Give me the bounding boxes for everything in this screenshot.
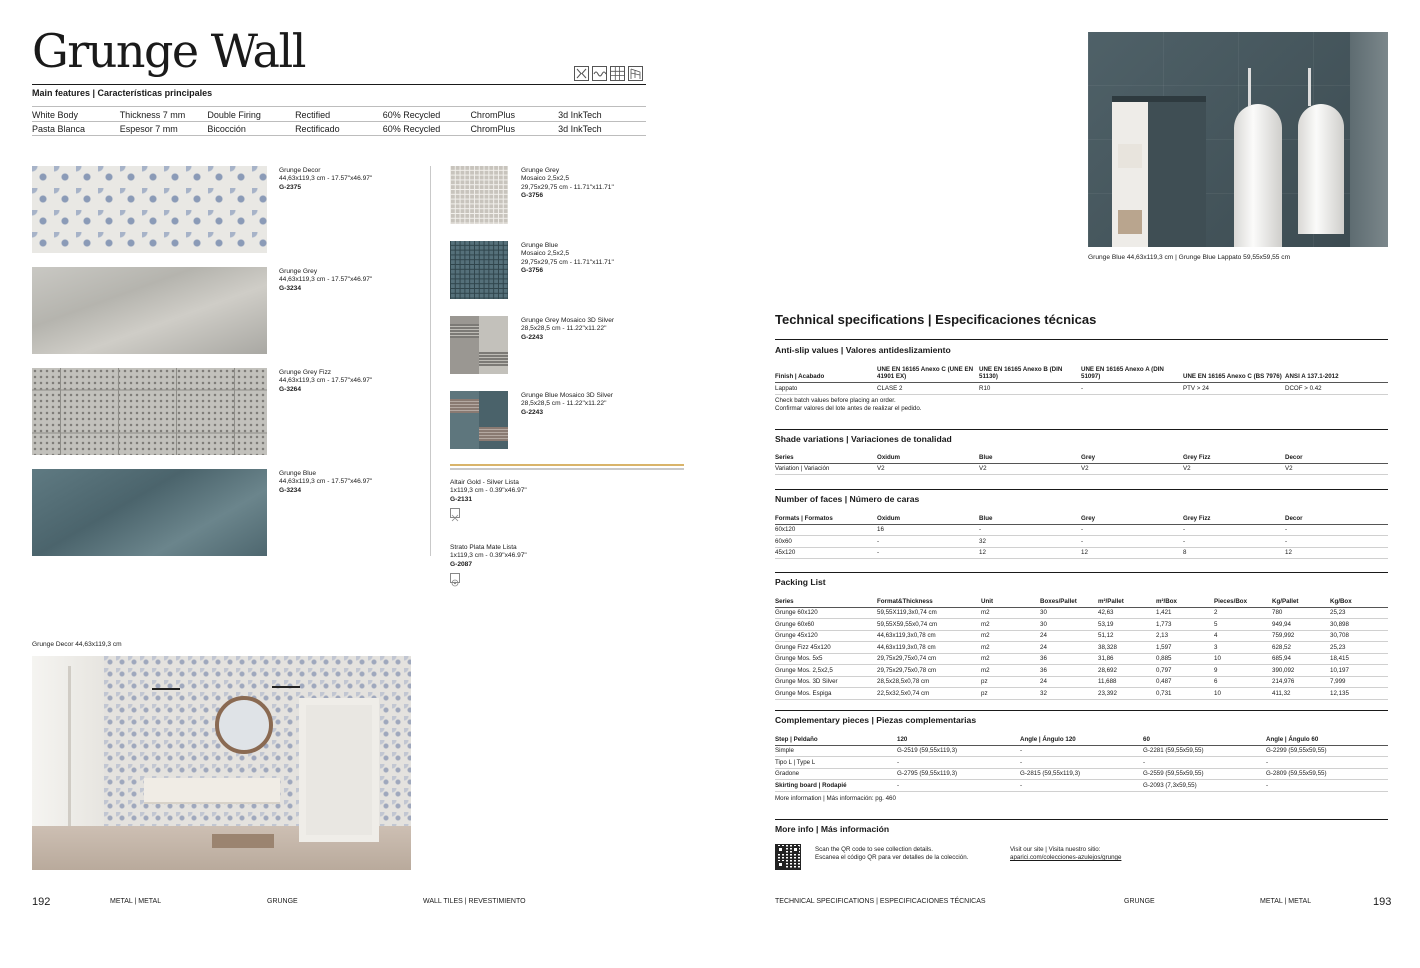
table-cell: CLASE 2 [877,384,903,392]
table-cell: - [1081,526,1084,534]
table-header: Grey Fizz [1183,514,1211,522]
table-cell: 12 [1081,549,1088,557]
table-cell: - [1285,526,1288,534]
feature-item: White Body [32,110,79,120]
table-cell: 0,797 [1156,666,1172,674]
mosaic-name: Grunge Blue Mosaico 3D Silver [521,392,613,399]
table-cell: 5 [1214,620,1218,628]
table-header: UNE EN 16165 Anexo B (DIN 51130) [979,366,1063,380]
section-rule [775,819,1388,820]
table-cell: 45x120 [775,549,796,557]
table-cell: 38,328 [1098,643,1117,651]
table-cell: 685,94 [1272,655,1291,663]
table-cell: 29,75x29,75x0,78 cm [877,666,937,674]
moreinfo-title: More info | Más información [775,824,890,834]
table-cell: Variation | Variación [775,465,830,473]
table-row [775,677,1388,689]
lista-silver-bar [450,468,684,470]
table-cell: 9 [1214,666,1218,674]
mosaic-sub: Mosaico 2,5x2,5 [521,175,570,183]
feature-item: Pasta Blanca [32,124,86,134]
table-row [775,642,1388,654]
packing-table [775,596,1388,700]
lista-name: Altair Gold - Silver Lista [450,479,519,486]
table-cell: m2 [981,609,990,617]
mosaic-size: 28,5x28,5 cm - 11.22"x11.22" [521,325,607,333]
complementary-note: More information | Más información: pg. 460 [775,795,896,802]
table-header: m²/Box [1156,597,1177,605]
table-row [775,757,1388,769]
table-cell: 60x120 [775,526,796,534]
page-title: Grunge Wall [32,24,305,78]
table-header: Kg/Pallet [1272,597,1299,605]
footer-item: TECHNICAL SPECIFICATIONS | ESPECIFICACIONES TÉCNICAS [775,898,986,905]
table-cell: Simple [775,747,794,755]
table-cell: 949,94 [1272,620,1291,628]
table-cell: 30,708 [1330,632,1349,640]
mosaic-caption [521,167,614,201]
site-link[interactable]: aparici.com/colecciones-azulejos/grunge [1010,854,1122,861]
tile-caption [279,369,372,394]
lista-caption [450,479,527,504]
table-cell: 7,999 [1330,678,1346,686]
table-header: Grey Fizz [1183,453,1211,461]
table-header: Angle | Ángulo 60 [1266,735,1319,743]
feature-item: Bicocción [207,124,246,134]
table-cell: V2 [877,465,885,473]
table-cell: 628,52 [1272,643,1291,651]
table-cell: 29,75x29,75x0,74 cm [877,655,937,663]
table-cell: 10,197 [1330,666,1349,674]
table-cell: 23,392 [1098,689,1117,697]
table-cell: 24 [1040,643,1047,651]
feature-icons [574,66,643,81]
table-cell: 12 [1285,549,1292,557]
site-info [1010,846,1121,862]
table-header: Format&Thickness [877,597,933,605]
table-header: ANSI A 137.1-2012 [1285,373,1339,380]
tile-code: G-3264 [279,385,301,393]
features-rule [32,106,646,107]
complementary-title: Complementary pieces | Piezas complementarias [775,715,977,725]
antislip-table [775,365,1388,395]
target-icon [450,573,460,583]
table-cell: 1,597 [1156,643,1172,651]
table-header: Blue [979,514,993,522]
page-number-left: 192 [32,896,51,908]
tile-name: Grunge Decor [279,167,321,174]
table-cell: - [1285,537,1288,545]
table-cell: 12,135 [1330,689,1349,697]
section-rule [775,489,1388,490]
table-cell: G-2795 (59,55x119,3) [897,770,958,778]
table-cell: G-2093 (7,3x59,55) [1143,781,1197,789]
wave-icon [592,66,607,81]
note-line: Check batch values before placing an order. [775,397,896,404]
table-cell: - [877,549,880,557]
mosaic-caption [521,317,614,342]
faces-table [775,513,1388,559]
table-cell: 31,86 [1098,655,1114,663]
table-cell: 16 [877,526,884,534]
tile-name: Grunge Grey Fizz [279,369,332,376]
feature-item: Rectified [295,110,331,120]
table-cell: 36 [1040,655,1047,663]
table-row [775,631,1388,643]
table-header: 120 [897,735,908,743]
lista-size: 1x119,3 cm - 0.39"x46.97" [450,552,527,560]
table-cell: - [1081,537,1084,545]
feature-item: 3d InkTech [558,124,602,134]
tile-code: G-2375 [279,183,301,191]
lista-code: G-2087 [450,560,472,568]
rectified-icon [450,508,460,518]
packing-title: Packing List [775,577,826,587]
table-header: Step | Peldaño [775,735,818,743]
table-header: Angle | Ángulo 120 [1020,735,1076,743]
table-header: Unit [981,597,994,605]
table-cell: 11,688 [1098,678,1117,686]
table-cell: pz [981,689,988,697]
table-cell: m2 [981,632,990,640]
table-cell: 8 [1183,549,1187,557]
table-cell: 28,692 [1098,666,1117,674]
tile-code: G-3234 [279,284,301,292]
features-row-en [32,110,646,120]
table-header: Series [775,453,794,461]
table-cell: - [1020,758,1023,766]
table-row [775,769,1388,781]
table-cell: G-2815 (59,55x119,3) [1020,770,1081,778]
table-cell: G-2809 (59,55x59,55) [1266,770,1327,778]
table-cell: 25,23 [1330,643,1346,651]
table-cell: 390,092 [1272,666,1295,674]
table-cell: 32 [1040,689,1047,697]
table-cell: - [1143,758,1146,766]
table-cell: 18,415 [1330,655,1349,663]
table-row [775,464,1388,476]
table-cell: 10 [1214,689,1221,697]
table-cell: 0,885 [1156,655,1172,663]
table-cell: R10 [979,384,991,392]
features-heading: Main features | Características principales [32,88,213,98]
table-cell: - [1081,384,1084,392]
tile-size: 44,63x119,3 cm - 17.57"x46.97" [279,478,373,486]
table-header: Series [775,597,794,605]
feature-item: Espesor 7 mm [119,124,178,134]
tile-name: Grunge Blue [279,470,317,477]
grid-icon [610,66,625,81]
table-cell: 25,23 [1330,609,1346,617]
footer-item: METAL | METAL [1260,898,1312,905]
mosaic-grunge-blue-3d [450,391,508,449]
feature-item: Rectificado [295,124,340,134]
table-cell: 22,5x32,5x0,74 cm [877,689,930,697]
table-cell: 2,13 [1156,632,1169,640]
table-row [775,536,1388,548]
table-cell: G-2559 (59,55x59,55) [1143,770,1204,778]
feature-item: ChromPlus [470,110,515,120]
qr-code-icon[interactable] [775,844,801,870]
table-cell: - [1266,758,1269,766]
table-cell: 36 [1040,666,1047,674]
table-header: Pieces/Box [1214,597,1248,605]
table-cell: Grunge Mos. 5x5 [775,655,823,663]
table-cell: G-2281 (59,55x59,55) [1143,747,1204,755]
table-header: Finish | Acabado [775,373,825,380]
wall-icon [628,66,643,81]
features-bottom-rule [32,135,646,136]
ambience-photo-bathroom [32,656,411,870]
lista-gold-bar [450,464,684,466]
table-header: UNE EN 16165 Anexo A (DIN 51097) [1081,366,1164,380]
table-header: Oxidum [877,453,901,461]
table-row [775,619,1388,631]
lista-name: Strato Plata Mate Lista [450,544,517,551]
table-cell: G-2299 (59,55x59,55) [1266,747,1327,755]
mosaic-name: Grunge Grey [521,167,560,174]
tile-grunge-decor [32,166,267,253]
table-header: Kg/Box [1330,597,1352,605]
table-cell: Grunge 60x60 [775,620,815,628]
tile-code: G-3234 [279,486,301,494]
table-cell: 53,19 [1098,620,1114,628]
table-cell: 1,773 [1156,620,1172,628]
table-header-row [775,513,1388,525]
tech-specs-title: Technical specifications | Especificaciones técnicas [775,312,1097,327]
note-line: Scan the QR code to see collection details. [815,846,933,853]
mosaic-caption [521,392,613,417]
tile-grunge-grey [32,267,267,354]
table-cell: pz [981,678,988,686]
mosaic-sub: Mosaico 2,5x2,5 [521,250,570,258]
tile-size: 44,63x119,3 cm - 17.57"x46.97" [279,175,373,183]
lista-code: G-2131 [450,495,472,503]
feature-item: ChromPlus [470,124,515,134]
table-cell: 1,421 [1156,609,1172,617]
table-row [775,688,1388,700]
feature-item: Thickness 7 mm [119,110,186,120]
table-cell: Grunge 45x120 [775,632,818,640]
table-header-row [775,734,1388,746]
table-cell: 759,992 [1272,632,1295,640]
qr-instructions [815,846,968,862]
table-cell: Grunge Mos. 3D Silver [775,678,838,686]
mosaic-grunge-grey [450,166,508,224]
table-header: Oxidum [877,514,901,522]
note-line: Escanea el código QR para ver detalles de la colección. [815,854,969,861]
features-divider [32,121,646,122]
table-cell: 42,63 [1098,609,1114,617]
table-header: 60 [1143,735,1150,743]
table-cell: Lappato [775,384,798,392]
mosaic-grunge-grey-3d [450,316,508,374]
mosaic-code: G-2243 [521,333,543,341]
table-cell: m2 [981,620,990,628]
table-cell: 780 [1272,609,1283,617]
lista-size: 1x119,3 cm - 0.39"x46.97" [450,487,527,495]
table-row [775,746,1388,758]
table-cell: - [1183,537,1186,545]
tile-size: 44,63x119,3 cm - 17.57"x46.97" [279,276,373,284]
mosaic-name: Grunge Grey Mosaico 3D Silver [521,317,615,324]
table-cell: G-2519 (59,55x119,3) [897,747,958,755]
column-divider [430,166,431,556]
table-cell: 3 [1214,643,1218,651]
table-cell: 30,898 [1330,620,1349,628]
mosaic-code: G-2243 [521,408,543,416]
table-cell: - [1020,747,1023,755]
note-line: Visit our site | Visita nuestro sitio: [1010,846,1101,853]
note-line: Confirmar valores del lote antes de realizar el pedido. [775,405,922,412]
table-cell: PTV > 24 [1183,384,1209,392]
feature-item: 3d InkTech [558,110,602,120]
table-row [775,548,1388,560]
table-cell: 10 [1214,655,1221,663]
table-header: UNE EN 16165 Anexo C (BS 7976) [1183,373,1282,380]
table-cell: 28,5x28,5x0,78 cm [877,678,930,686]
antislip-title: Anti-slip values | Valores antideslizamiento [775,345,951,355]
table-cell: m2 [981,666,990,674]
table-header: Blue [979,453,993,461]
table-cell: V2 [1285,465,1293,473]
table-cell: 0,487 [1156,678,1172,686]
footer-item: METAL | METAL [110,898,162,905]
tile-size: 44,63x119,3 cm - 17.57"x46.97" [279,377,373,385]
table-cell: 6 [1214,678,1218,686]
table-cell: 24 [1040,678,1047,686]
table-header-row [775,365,1388,383]
table-row [775,780,1388,792]
table-cell: - [979,526,982,534]
section-rule [775,339,1388,340]
table-cell: 60x60 [775,537,792,545]
features-row-es [32,124,646,134]
table-header: Grey [1081,514,1096,522]
tile-grunge-blue [32,469,267,556]
mosaic-code: G-3756 [521,192,543,200]
photo-caption: Grunge Blue 44,63x119,3 cm | Grunge Blue Lappato 59,55x59,55 cm [1088,254,1291,261]
table-cell: - [1266,781,1269,789]
table-cell: 2 [1214,609,1218,617]
table-cell: 12 [979,549,986,557]
table-cell: 32 [979,537,986,545]
page-number-right: 193 [1373,896,1392,908]
table-cell: 59,55X119,3x0,74 cm [877,609,937,617]
rectified-icon [574,66,589,81]
footer-item: GRUNGE [1124,898,1155,905]
table-header-row [775,452,1388,464]
table-header-row [775,596,1388,608]
table-cell: 411,32 [1272,689,1291,697]
antislip-note [775,397,922,413]
lista-caption [450,544,527,569]
feature-item: Double Firing [207,110,261,120]
section-rule [775,429,1388,430]
table-header: Boxes/Pallet [1040,597,1077,605]
tile-caption [279,470,372,495]
footer-item: GRUNGE [267,898,298,905]
feature-item: 60% Recycled [382,110,441,120]
shade-title: Shade variations | Variaciones de tonalidad [775,434,952,444]
faces-title: Number of faces | Número de caras [775,494,920,504]
tile-grunge-grey-fizz [32,368,267,455]
table-cell: 59,55X59,55x0,74 cm [877,620,938,628]
table-cell: Tipo L | Type L [775,758,816,766]
table-cell: 4 [1214,632,1218,640]
table-cell: - [897,758,900,766]
table-cell: Skirting board | Rodapié [775,781,847,789]
table-cell: 30 [1040,609,1047,617]
table-header: Decor [1285,514,1303,522]
table-row [775,383,1388,395]
feature-item: 60% Recycled [382,124,441,134]
table-cell: Grunge 60x120 [775,609,818,617]
table-cell: Grunge Mos. 2,5x2,5 [775,666,833,674]
tile-caption [279,167,372,192]
mosaic-size: 28,5x28,5 cm - 11.22"x11.22" [521,400,607,408]
title-rule [32,84,646,85]
table-header: m²/Pallet [1098,597,1124,605]
table-cell: - [877,537,880,545]
table-cell: V2 [1183,465,1191,473]
table-cell: V2 [979,465,987,473]
table-cell: 51,12 [1098,632,1114,640]
table-row [775,665,1388,677]
mosaic-size: 29,75x29,75 cm - 11.71"x11.71" [521,258,614,266]
mosaic-caption [521,242,614,276]
tile-name: Grunge Grey [279,268,318,275]
table-cell: - [1183,526,1186,534]
table-cell: Grunge Fizz 45x120 [775,643,831,651]
table-cell: - [1020,781,1023,789]
mosaic-name: Grunge Blue [521,242,559,249]
tile-caption [279,268,372,293]
table-cell: 30 [1040,620,1047,628]
table-cell: - [897,781,900,789]
table-cell: DCOF > 0.42 [1285,384,1322,392]
section-rule [775,572,1388,573]
ambience-photo-washbasin [1088,32,1388,247]
table-header: Grey [1081,453,1096,461]
footer-item: WALL TILES | REVESTIMIENTO [423,898,526,905]
table-cell: Gradone [775,770,800,778]
table-row [775,608,1388,620]
table-row [775,525,1388,537]
table-cell: m2 [981,655,990,663]
mosaic-size: 29,75x29,75 cm - 11.71"x11.71" [521,183,614,191]
table-cell: m2 [981,643,990,651]
table-cell: V2 [1081,465,1089,473]
table-header: Decor [1285,453,1303,461]
table-cell: 24 [1040,632,1047,640]
section-rule [775,710,1388,711]
table-cell: 0,731 [1156,689,1172,697]
shade-table [775,452,1388,475]
mosaic-grunge-blue [450,241,508,299]
table-cell: 214,976 [1272,678,1295,686]
table-header: UNE EN 16165 Anexo C (UNE EN 41901 EX) [877,366,974,380]
complementary-table [775,734,1388,792]
table-cell: Grunge Mos. Espiga [775,689,832,697]
photo-caption: Grunge Decor 44,63x119,3 cm [32,641,122,648]
table-cell: 44,63x119,3x0,78 cm [877,643,936,651]
table-cell: 44,63x119,3x0,78 cm [877,632,936,640]
table-header: Formats | Formatos [775,514,833,522]
table-row [775,654,1388,666]
mosaic-code: G-3756 [521,267,543,275]
